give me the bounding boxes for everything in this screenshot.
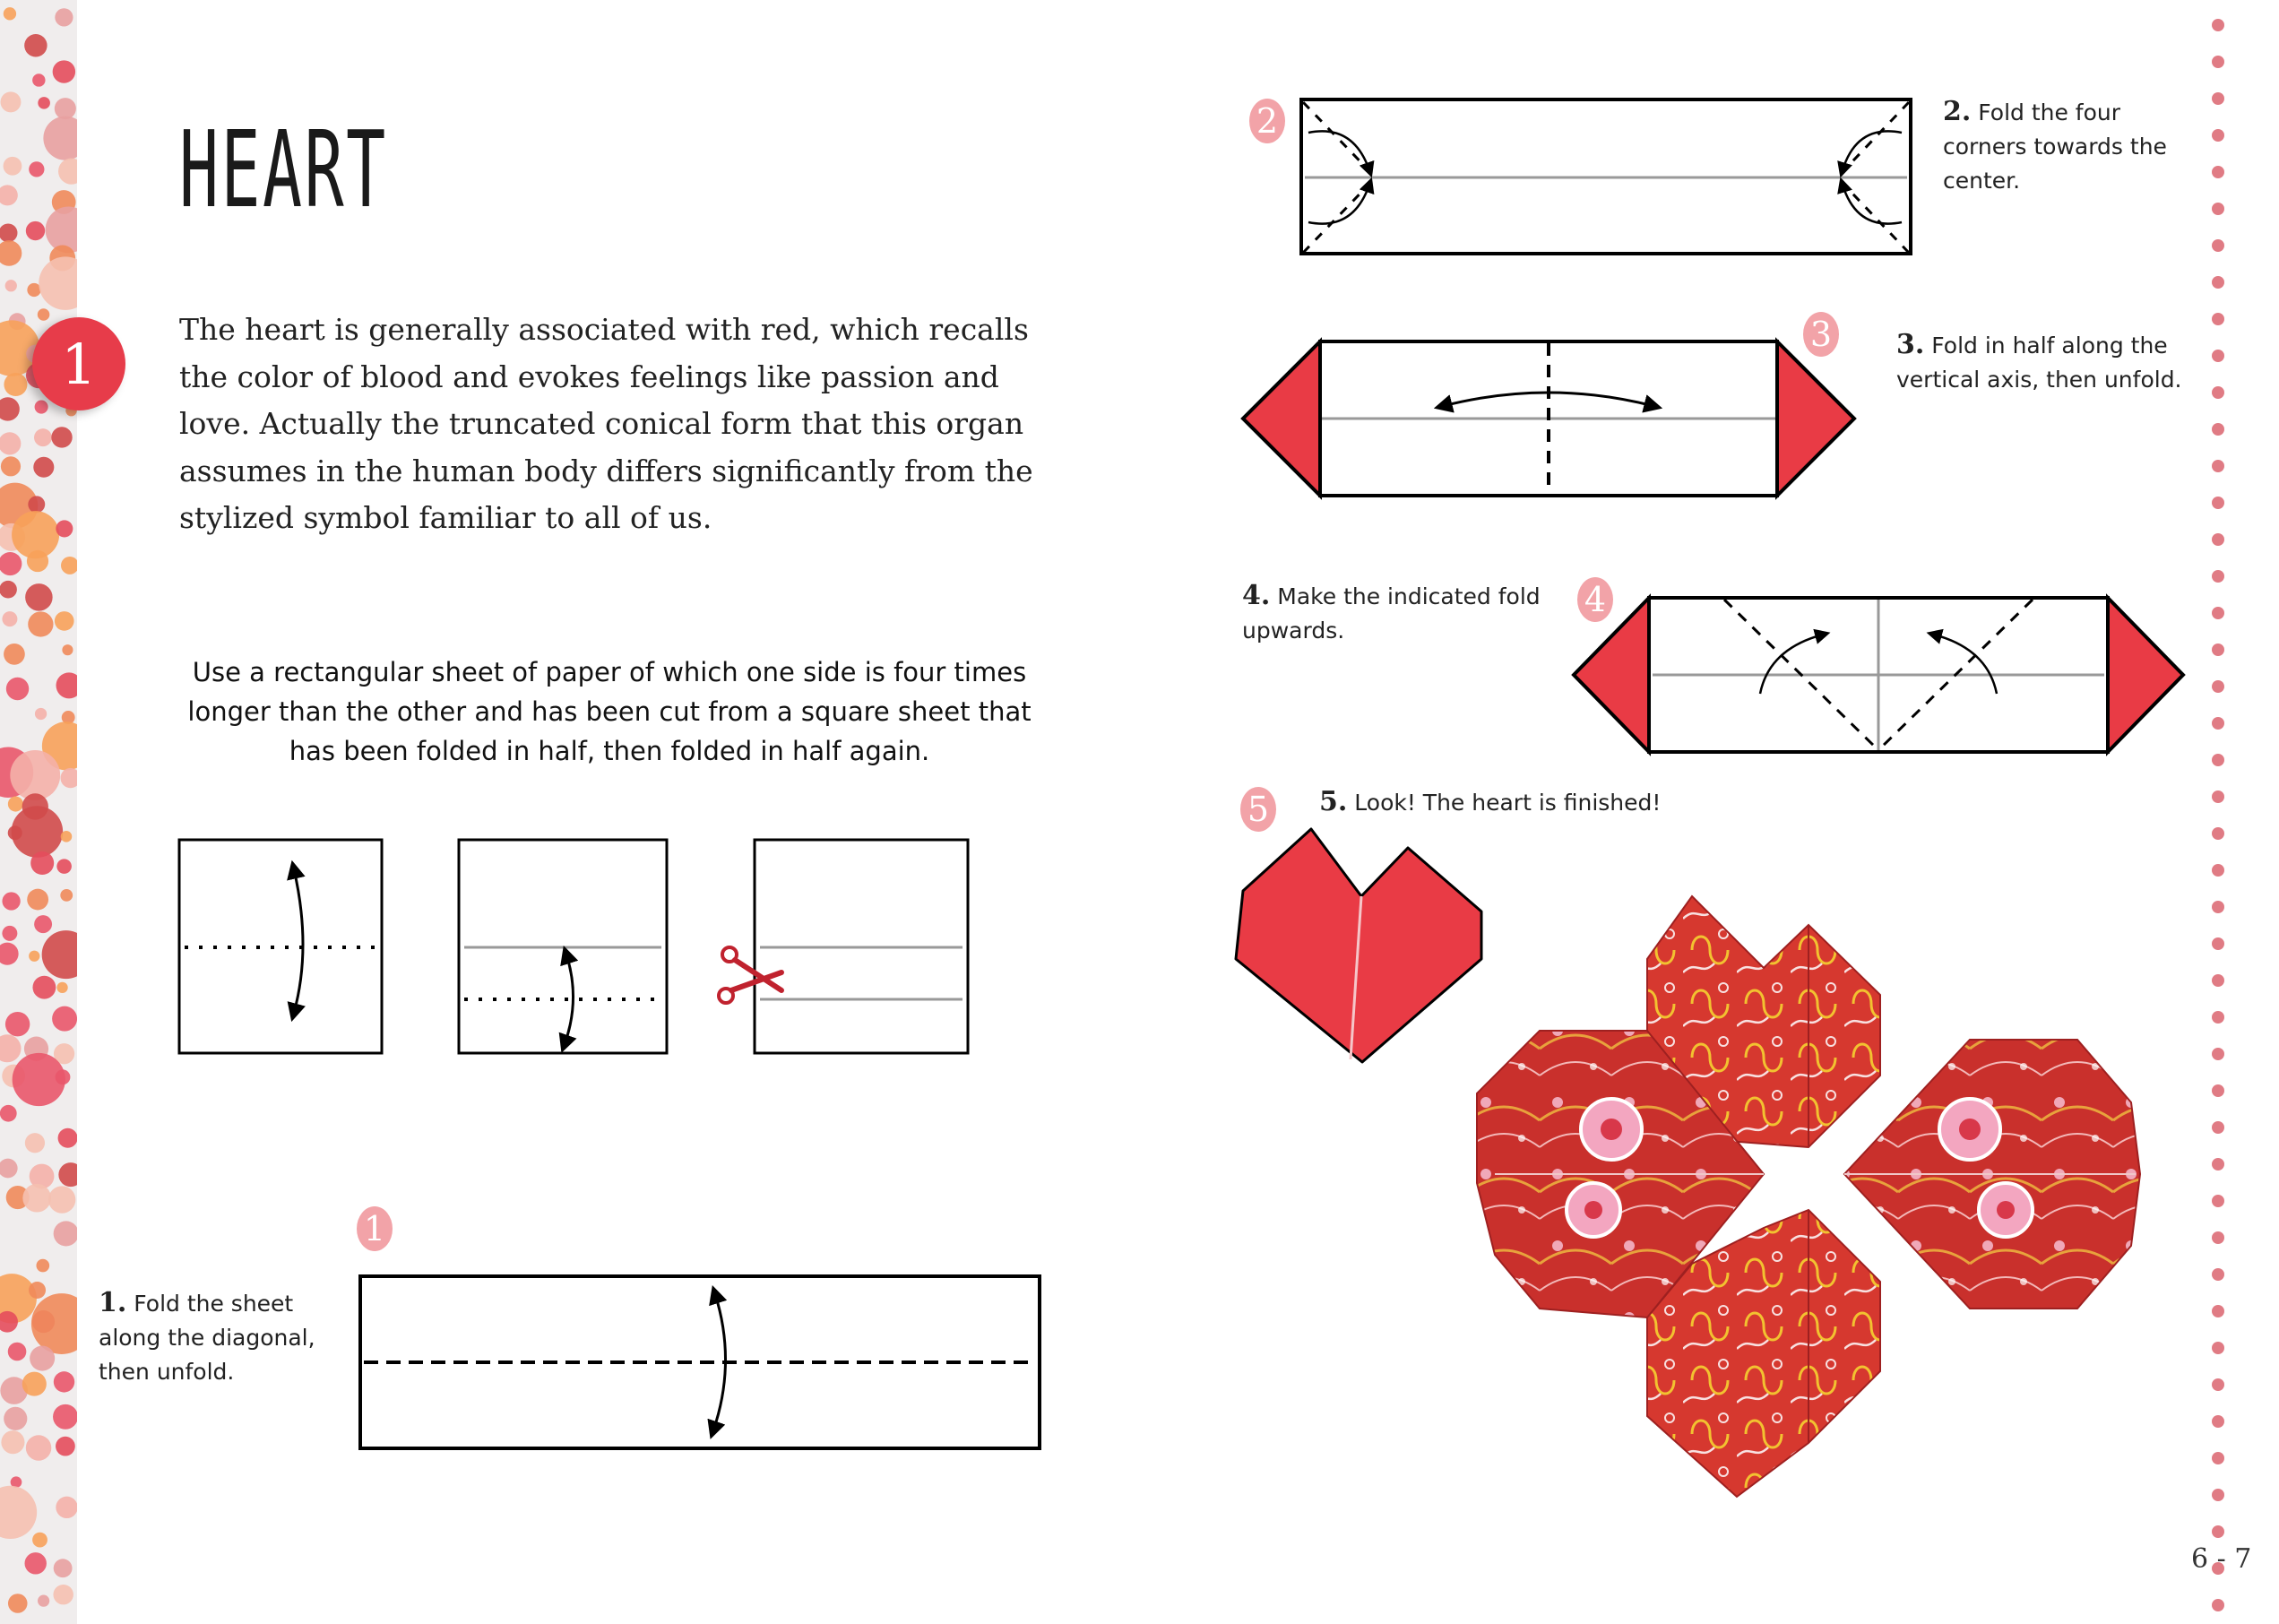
- polka-dot: [58, 1162, 77, 1187]
- polka-dot: [43, 117, 77, 160]
- chapter-number-badge: 1: [32, 317, 125, 410]
- border-dot: [2212, 1525, 2224, 1538]
- border-dot: [2212, 533, 2224, 546]
- polka-dot: [38, 1595, 49, 1607]
- border-dot: [2212, 1158, 2224, 1170]
- step-5-number: 5.: [1319, 786, 1348, 817]
- border-dot: [2212, 166, 2224, 178]
- border-dot: [2212, 937, 2224, 950]
- polka-dot: [53, 1404, 77, 1430]
- prep-square-cut: [755, 840, 968, 1053]
- polka-dot: [32, 976, 56, 999]
- step-2-text: Fold the four corners towards the center.: [1943, 99, 2167, 194]
- border-dot: [2212, 607, 2224, 619]
- step-4-text: Make the indicated fold upwards.: [1242, 583, 1541, 644]
- polka-dot: [42, 930, 77, 979]
- polka-dot: [51, 427, 72, 447]
- polka-dot: [27, 889, 48, 911]
- finished-heart-icon: [1232, 825, 1492, 1067]
- step-5-caption: [1319, 785, 1696, 820]
- polka-dot: [22, 1372, 47, 1396]
- border-dot: [2212, 864, 2224, 877]
- polka-dot: [29, 1282, 46, 1299]
- prep-square-fold-2: [459, 840, 667, 1053]
- polka-dot: [0, 240, 22, 266]
- polka-dot: [4, 1407, 27, 1430]
- polka-dot: [34, 915, 52, 933]
- border-dot: [2212, 1489, 2224, 1501]
- origami-heart-flower-photo: [1468, 869, 2149, 1515]
- step-3-text: Fold in half along the vertical axis, then unfold.: [1896, 333, 2182, 393]
- step-1-text: Fold the sheet along the diagonal, then unfold.: [99, 1291, 315, 1385]
- polka-dot: [25, 583, 52, 610]
- polka-dot: [56, 1069, 71, 1084]
- polka-dot: [8, 1343, 27, 1361]
- polka-dot: [53, 60, 75, 82]
- polka-dot: [56, 1437, 75, 1456]
- polka-dot: [2, 892, 20, 910]
- polka-dot: [61, 557, 77, 574]
- prep-square-fold-1: [179, 840, 382, 1053]
- border-dot: [2212, 1378, 2224, 1391]
- polka-dot: [5, 1012, 30, 1036]
- decorative-dot-strip: [0, 0, 77, 1624]
- polka-dot: [58, 1128, 77, 1148]
- step-3-marker: 3: [1803, 312, 1839, 357]
- step-1-diagram: [358, 1273, 1049, 1456]
- step-2-marker: 2: [1249, 99, 1285, 143]
- polka-dot: [1, 1430, 24, 1454]
- polka-dot: [4, 644, 25, 665]
- polka-dot: [0, 1034, 22, 1062]
- polka-dot: [1, 456, 21, 476]
- border-dot: [2212, 1268, 2224, 1281]
- polka-dot: [56, 672, 77, 698]
- polka-dot: [24, 34, 47, 56]
- step-3-number: 3.: [1896, 329, 1925, 360]
- polka-dot: [36, 1259, 49, 1273]
- polka-dot: [29, 161, 44, 177]
- step-4-diagram: [1572, 595, 2199, 756]
- polka-dot: [26, 1435, 51, 1460]
- polka-dot: [55, 8, 73, 26]
- border-dot: [2212, 313, 2224, 325]
- page-title: HEART: [179, 108, 388, 231]
- polka-dot: [48, 1186, 75, 1213]
- paper-prep-diagrams: [170, 829, 1156, 1062]
- polka-dot: [61, 768, 77, 788]
- border-dot: [2212, 350, 2224, 362]
- polka-dot: [25, 1133, 45, 1153]
- paper-instruction: Use a rectangular sheet of paper of which one side is four times longer than the other and has been cut from a square sheet that has been folded in half, then folded in half again.: [187, 657, 1032, 766]
- polka-dot: [61, 831, 73, 842]
- step-3-caption: [1896, 328, 2192, 397]
- polka-dot: [4, 7, 16, 20]
- border-dot: [2212, 92, 2224, 105]
- border-dot: [2212, 1305, 2224, 1317]
- polka-dot: [33, 457, 54, 478]
- border-dot: [2212, 1048, 2224, 1060]
- step-1-marker: 1: [357, 1206, 393, 1251]
- polka-dot: [35, 708, 47, 720]
- border-dot: [2212, 203, 2224, 215]
- border-dot: [2212, 1599, 2224, 1611]
- polka-dot: [0, 943, 19, 965]
- right-dotted-border: [2209, 0, 2227, 1624]
- polka-dot: [2, 611, 17, 626]
- polka-dot: [25, 1552, 47, 1574]
- border-dot: [2212, 1452, 2224, 1464]
- border-dot: [2212, 239, 2224, 252]
- polka-dot: [30, 851, 54, 875]
- border-dot: [2212, 1011, 2224, 1024]
- polka-dot: [54, 1559, 73, 1577]
- step-3-diagram: [1241, 339, 1869, 500]
- polka-dot: [4, 157, 22, 176]
- border-dot: [2212, 129, 2224, 142]
- border-dot: [2212, 680, 2224, 693]
- border-dot: [2212, 19, 2224, 31]
- polka-dot: [0, 223, 17, 242]
- border-dot: [2212, 386, 2224, 399]
- border-dot: [2212, 497, 2224, 509]
- polka-dot: [54, 1221, 77, 1246]
- polka-dot: [38, 97, 50, 109]
- polka-dot: [54, 1371, 74, 1392]
- border-dot: [2212, 1231, 2224, 1244]
- border-dot: [2212, 1121, 2224, 1134]
- polka-dot: [12, 806, 64, 858]
- polka-dot: [2, 926, 17, 941]
- polka-dot: [62, 644, 73, 655]
- step-4-marker: 4: [1577, 577, 1613, 622]
- border-dot: [2212, 1415, 2224, 1428]
- step-1-caption: [99, 1286, 332, 1389]
- border-dot: [2212, 1195, 2224, 1207]
- border-dot: [2212, 827, 2224, 840]
- border-dot: [2212, 790, 2224, 803]
- border-dot: [2212, 1084, 2224, 1097]
- step-4-number: 4.: [1242, 580, 1271, 611]
- polka-dot: [8, 1594, 28, 1613]
- polka-dot: [52, 1006, 77, 1032]
- border-dot: [2212, 644, 2224, 656]
- border-dot: [2212, 717, 2224, 730]
- polka-dot: [5, 280, 17, 291]
- polka-dot: [0, 91, 21, 112]
- polka-dot: [55, 98, 76, 119]
- polka-dot: [0, 185, 18, 205]
- step-5-text: Look! The heart is finished!: [1354, 790, 1662, 816]
- polka-dot: [0, 432, 21, 454]
- border-dot: [2212, 276, 2224, 289]
- polka-dot: [39, 256, 77, 309]
- polka-dot: [32, 1533, 47, 1548]
- polka-dot: [31, 1293, 77, 1354]
- flower-heart-right: [1844, 1040, 2140, 1309]
- step-1-number: 1.: [99, 1287, 127, 1318]
- polka-dot: [28, 611, 53, 636]
- polka-dot: [6, 678, 29, 700]
- border-dot: [2212, 460, 2224, 472]
- polka-dot: [26, 221, 45, 240]
- polka-dot: [53, 1585, 73, 1604]
- border-dot: [2212, 423, 2224, 436]
- polka-dot-pattern: [0, 0, 77, 1624]
- step-2-number: 2.: [1943, 96, 1972, 127]
- polka-dot: [56, 982, 67, 993]
- polka-dot: [56, 859, 72, 874]
- polka-dot: [0, 581, 17, 599]
- polka-dot: [38, 308, 50, 321]
- polka-dot: [55, 611, 74, 631]
- polka-dot: [32, 73, 45, 86]
- step-2-diagram: [1299, 97, 1918, 258]
- polka-dot: [0, 552, 22, 575]
- step-5-marker: 5: [1240, 787, 1276, 832]
- polka-dot: [35, 400, 48, 413]
- border-dot: [2212, 754, 2224, 766]
- border-dot: [2212, 56, 2224, 68]
- polka-dot: [28, 496, 45, 513]
- step-4-caption: [1242, 579, 1547, 648]
- polka-dot: [56, 520, 73, 537]
- polka-dot: [0, 1105, 17, 1122]
- polka-dot: [8, 797, 23, 812]
- border-dot: [2212, 974, 2224, 987]
- polka-dot: [27, 550, 48, 572]
- polka-dot: [10, 750, 60, 800]
- polka-dot: [4, 373, 27, 396]
- polka-dot: [0, 1486, 37, 1539]
- polka-dot: [60, 889, 73, 902]
- step-2-caption: [1943, 95, 2185, 198]
- intro-paragraph: The heart is generally associated with red, which recalls the color of blood and evokes feelings like passion and love. Actually the truncated conical form that this organ assumes in the human body differs significantly from the stylized symbol familiar to all of us.: [179, 312, 1033, 535]
- polka-dot: [29, 951, 39, 962]
- page-number: 6 - 7: [2191, 1543, 2252, 1575]
- polka-dot: [30, 1346, 55, 1371]
- polka-dot: [34, 428, 52, 446]
- border-dot: [2212, 570, 2224, 583]
- polka-dot: [58, 159, 77, 185]
- border-dot: [2212, 901, 2224, 913]
- polka-dot: [0, 397, 20, 420]
- polka-dot: [0, 1159, 18, 1179]
- polka-dot: [56, 1497, 77, 1518]
- polka-dot: [22, 1184, 51, 1213]
- border-dot: [2212, 1342, 2224, 1354]
